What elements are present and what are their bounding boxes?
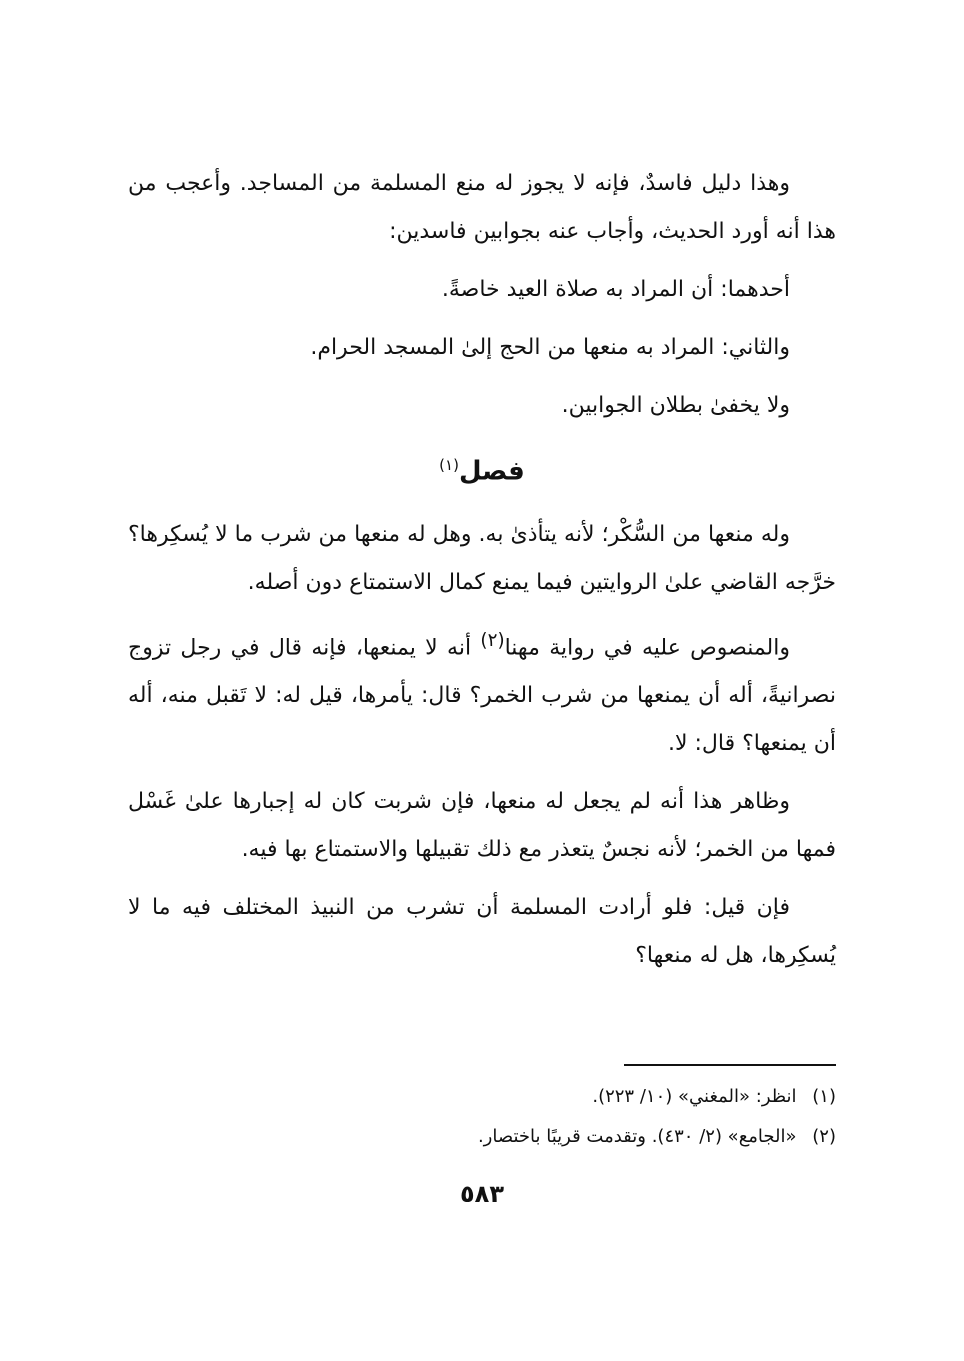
paragraph-6-start: والمنصوص عليه في رواية مهنا (504, 634, 790, 660)
page-body (128, 160, 836, 990)
footnote-separator (624, 1064, 836, 1066)
paragraph-2: أحدهما: أن المراد به صلاة العيد خاصةً. (441, 277, 790, 302)
paragraph-7: وظاهر هذا أنه لم يجعل له منعها، فإن شربت كان له إجبارها علىٰ غَسْل فمها من الخمر؛ لأنه نجسٌ يتعذر مع ذلك تقبيلها والاستمتاع بها فيه. (128, 788, 836, 862)
section-heading (128, 440, 836, 497)
footnote-1 (128, 1080, 836, 1114)
footnote-number: (٢) (812, 1126, 836, 1147)
footnotes (128, 1080, 836, 1160)
paragraph-8: فإن قيل: فلو أرادت المسلمة أن تشرب من النبيذ المختلف فيه ما لا يُسكِرها، هل له منعها؟ (128, 894, 836, 968)
footnote-ref-2: (٢) (480, 629, 505, 651)
paragraph-6 (128, 617, 836, 768)
paragraph-5: وله منعها من السُّكْر؛ لأنه يتأذىٰ به. وهل له منعها من شرب ما لا يُسكِرها؟ خرَّجه القاضي علىٰ الروايتين فيما يمنع كمال الاستمتاع دون أصله. (128, 521, 836, 595)
paragraph-3: والثاني: المراد به منعها من الحج إلىٰ المسجد الحرام. (310, 335, 790, 360)
footnote-2 (128, 1120, 836, 1154)
page-number: ٥٨٣ (460, 1180, 504, 1208)
paragraph-1: وهذا دليل فاسدٌ، فإنه لا يجوز له منع المسلمة من المساجد. وأعجب من هذا أنه أورد الحديث، وأجاب عنه بجوابين فاسدين: (128, 171, 836, 244)
section-heading-text: فصل (458, 456, 525, 487)
footnote-text: «الجامع» (٢/ ٤٣٠). وتقدمت قريبًا باختصار. (477, 1126, 797, 1147)
footnote-ref-1: (١) (439, 456, 459, 474)
footnote-number: (١) (812, 1086, 836, 1107)
paragraph-4: ولا يخفىٰ بطلان الجوابين. (561, 393, 790, 418)
paragraph-6-end: أنه لا يمنعها، فإنه قال في رجل تزوج نصرانيةً، أله أن يمنعها من شرب الخمر؟ قال: يأمرها، قيل له: لا تَقبل منه، أله أن يمنعها؟ قال: لا. (128, 634, 836, 756)
footnote-text: انظر: «المغني» (١٠/ ٢٢٣). (592, 1086, 797, 1107)
